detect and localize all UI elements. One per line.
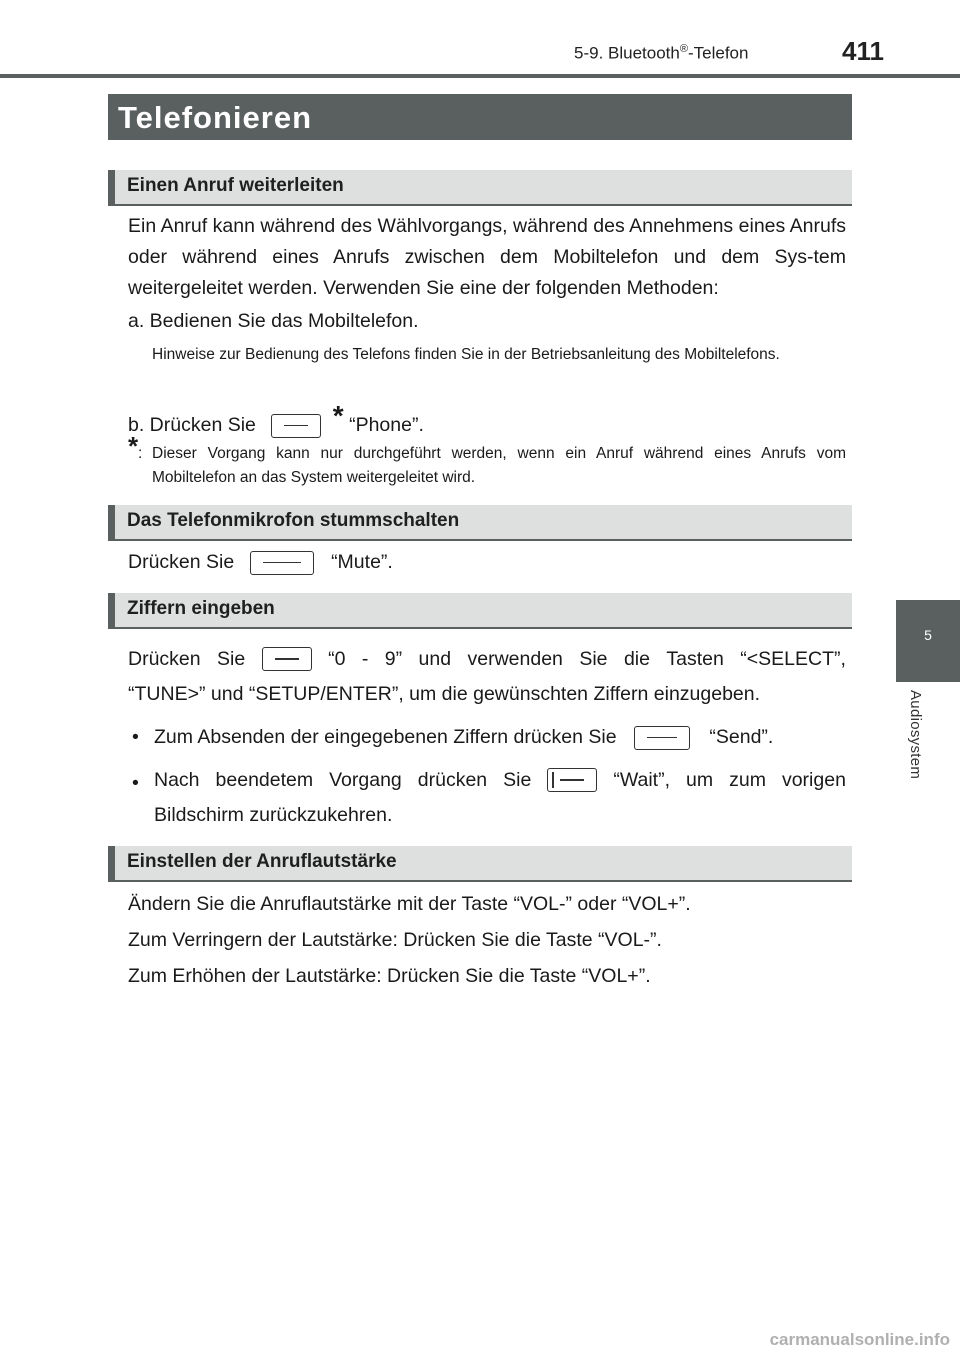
section-heading-forward: Einen Anruf weiterleiten [108,170,852,206]
bullet-marker: • [132,726,139,748]
forward-footnote [128,431,846,490]
forward-intro: Ein Anruf kann während des Wählvorgangs, während des Annehmens eines Anrufs oder während eines Anrufs zwischen dem Mobiltelefon und dem Sys-tem weitergeleitet werden. Verwenden Sie eine der folgenden Methoden: [128,215,846,299]
word: - [361,647,369,670]
word: zum [729,768,766,791]
digits-bullet-1 [154,722,773,752]
page-number: 411 [842,36,884,66]
digits-button-icon [262,647,312,671]
bullet-marker: • [132,772,139,794]
section-label-suffix: -Telefon [687,43,749,63]
word: 9” [384,647,403,670]
word: vorigen [781,768,846,791]
digits-bullet-2 [154,768,846,792]
section-heading-mute: Das Telefonmikrofon stummschalten [108,505,852,541]
word: Sie [217,647,246,670]
watermark: carmanualsonline.info [769,1330,950,1349]
word: drücken [417,768,488,791]
word: Tasten [666,647,724,670]
section-label [574,43,748,64]
word: Vorgang [329,768,402,791]
forward-option-a: a. Bedienen Sie das Mobiltelefon. [128,310,419,332]
word: “Wait”, [613,768,671,791]
word: die [623,647,650,670]
word: Nach [154,768,200,791]
bullet-1-suffix: “Send”. [709,726,774,748]
option-b-suffix: “Phone”. [349,414,424,436]
wait-button-icon [547,768,597,792]
word: Sie [503,768,532,791]
digits-line-1 [128,647,846,671]
word: und [418,647,452,670]
word: “<SELECT”, [740,647,846,670]
mute-button-icon [250,551,314,575]
mute-text: Drücken Sie [128,551,235,573]
header-divider [0,74,960,78]
digits-bullet-2-cont: Bildschirm zurückzukehren. [154,804,393,826]
word: “0 [328,647,346,670]
page-header [0,0,960,80]
word: beendetem [215,768,314,791]
footnote-marker: * [332,400,344,431]
forward-option-b [128,401,424,440]
mute-instruction [128,547,393,577]
digits-line-2: “TUNE>” und “SETUP/ENTER”, um die gewünschten Ziffern einzugeben. [128,683,761,705]
volume-line-2: Zum Verringern der Lautstärke: Drücken Sie die Taste “VOL-”. [128,929,662,951]
word: um [686,768,714,791]
phone-button-icon [271,414,321,438]
bullet-1-text: Zum Absenden der eingegebenen Ziffern drücken Sie [154,726,617,748]
footnote-star: * [128,431,139,461]
section-heading-digits: Ziffern eingeben [108,593,852,629]
mute-suffix: “Mute”. [331,551,393,573]
option-b-text: b. Drücken Sie [128,414,256,436]
volume-line-1: Ändern Sie die Anruflautstärke mit der Taste “VOL-” oder “VOL+”. [128,893,691,915]
word: verwenden [467,647,563,670]
word: Sie [579,647,608,670]
page-title: Telefonieren [108,94,852,140]
footnote-colon: : [138,445,143,462]
registered-mark: ® [679,43,688,55]
word: Drücken [128,647,201,670]
forward-note-a: Hinweise zur Bedienung des Telefons finden Sie in der Betriebsanleitung des Mobiltelefons. [152,346,780,363]
section-heading-volume: Einstellen der Anruflautstärke [108,846,852,882]
chapter-label: Audiosystem [907,690,924,780]
send-button-icon [634,726,690,750]
section-label-text: 5-9. Bluetooth [574,43,680,63]
footnote-text: Dieser Vorgang kann nur durchgeführt werden, wenn ein Anruf während eines Anrufs vom Mobiltelefon an das System weitergeleitet wird. [152,445,846,486]
chapter-tab: 5 [896,600,960,682]
volume-line-3: Zum Erhöhen der Lautstärke: Drücken Sie die Taste “VOL+”. [128,965,651,987]
